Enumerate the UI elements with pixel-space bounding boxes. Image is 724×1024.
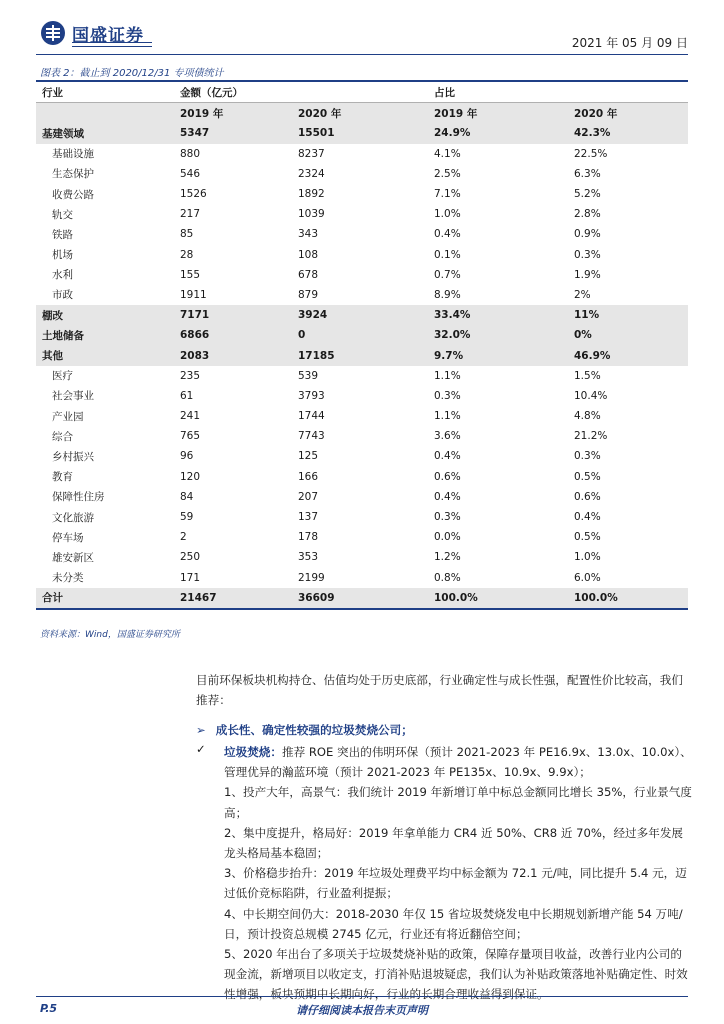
value-cell: 0.5% — [574, 470, 601, 483]
page-header — [36, 20, 688, 54]
year-cell: 2020 年 — [292, 103, 428, 124]
value-cell: 0.4% — [434, 450, 461, 463]
value-cell: 0.4% — [434, 228, 461, 241]
value-cell: 1.9% — [574, 268, 601, 281]
table-row — [36, 265, 688, 285]
table-row — [36, 588, 688, 609]
row-label: 棚改 — [36, 305, 174, 325]
row-label: 水利 — [52, 269, 73, 282]
value-cell: 678 — [298, 268, 319, 281]
value-cell: 61 — [180, 389, 194, 402]
table-row — [36, 224, 688, 244]
check-line: 4、中长期空间仍大：2018-2030 年仅 15 省垃圾焚烧发电中长期规划新增产能 54 万吨/日，预计投资总规模 2745 亿元，行业还有将近翻倍空间； — [224, 906, 683, 941]
row-label: 其他 — [36, 345, 174, 365]
value-cell: 235 — [180, 369, 201, 382]
year-cell: 2019 年 — [428, 103, 568, 124]
row-label: 教育 — [52, 471, 73, 484]
logo-underline — [72, 42, 152, 47]
value-cell: 166 — [298, 470, 319, 483]
recommendation-heading — [196, 722, 413, 738]
value-cell: 0.4% — [434, 490, 461, 503]
value-cell: 108 — [298, 248, 319, 261]
value-cell: 353 — [298, 551, 319, 564]
value-cell: 0.6% — [574, 490, 601, 503]
value-cell: 1.1% — [434, 410, 461, 423]
value-cell: 1744 — [298, 410, 325, 423]
value-cell: 207 — [298, 490, 319, 503]
value-cell: 0.0% — [434, 531, 461, 544]
row-label: 土地储备 — [36, 325, 174, 345]
check-line: 2、集中度提升，格局好：2019 年拿单能力 CR4 近 50%、CR8 近 70%，经过多年发展龙头格局基本稳固； — [224, 825, 684, 861]
table-row — [36, 184, 688, 204]
value-cell: 7171 — [174, 305, 292, 325]
row-label: 雄安新区 — [52, 551, 94, 564]
value-cell: 24.9% — [428, 123, 568, 143]
row-label: 停车场 — [52, 531, 84, 544]
header-cell: 行业 — [36, 82, 174, 103]
row-label: 生态保护 — [52, 168, 94, 181]
table-header-row — [36, 82, 688, 103]
section-title: 垃圾焚烧： — [224, 745, 282, 759]
arrow-bullet-icon: ➢ — [196, 723, 206, 737]
value-cell: 217 — [180, 208, 201, 221]
row-label: 铁路 — [52, 228, 73, 241]
value-cell: 5347 — [174, 123, 292, 143]
table-row — [36, 568, 688, 588]
value-cell: 250 — [180, 551, 201, 564]
value-cell: 6866 — [174, 325, 292, 345]
value-cell: 125 — [298, 450, 319, 463]
row-label: 产业园 — [52, 410, 84, 423]
table-row — [36, 345, 688, 365]
table-row — [36, 123, 688, 143]
value-cell: 137 — [298, 511, 319, 524]
report-date: 2021 年 05 月 09 日 — [571, 36, 688, 50]
check-line — [224, 742, 692, 782]
year-cell: 2020 年 — [568, 103, 688, 124]
value-cell: 0.9% — [574, 228, 601, 241]
row-label: 综合 — [52, 430, 73, 443]
value-cell: 2083 — [174, 345, 292, 365]
logo-text: 国盛证券 — [72, 25, 144, 46]
check-line: 3、价格稳步抬升：2019 年垃圾处理费平均中标金额为 72.1 元/吨，同比提升 5.4 元，迈过低价竞标陷阱，行业盈利提振； — [224, 866, 687, 901]
checkmark-icon: ✓ — [196, 742, 206, 756]
value-cell: 0% — [568, 325, 688, 345]
value-cell: 84 — [180, 490, 194, 503]
value-cell: 42.3% — [568, 123, 688, 143]
value-cell: 546 — [180, 167, 201, 180]
value-cell: 28 — [180, 248, 194, 261]
row-label: 市政 — [52, 289, 73, 302]
value-cell: 36609 — [292, 588, 428, 609]
header-cell — [292, 82, 428, 103]
value-cell: 33.4% — [428, 305, 568, 325]
value-cell: 6.0% — [574, 571, 601, 584]
table-row — [36, 547, 688, 567]
logo-icon — [40, 20, 66, 46]
value-cell: 15501 — [292, 123, 428, 143]
value-cell: 0.3% — [574, 248, 601, 261]
value-cell: 1.2% — [434, 551, 461, 564]
value-cell: 4.1% — [434, 147, 461, 160]
value-cell: 3.6% — [434, 430, 461, 443]
value-cell: 120 — [180, 470, 201, 483]
row-label: 收费公路 — [52, 188, 94, 201]
table-row — [36, 325, 688, 345]
year-cell — [36, 103, 174, 124]
value-cell: 21467 — [174, 588, 292, 609]
table-row — [36, 245, 688, 265]
value-cell: 3793 — [298, 389, 325, 402]
table-row — [36, 527, 688, 547]
value-cell: 0.4% — [574, 511, 601, 524]
value-cell: 1.5% — [574, 369, 601, 382]
value-cell: 100.0% — [568, 588, 688, 609]
value-cell: 9.7% — [428, 345, 568, 365]
value-cell: 0 — [292, 325, 428, 345]
value-cell: 539 — [298, 369, 319, 382]
table-row — [36, 426, 688, 446]
row-label: 未分类 — [52, 572, 84, 585]
row-label: 轨交 — [52, 208, 73, 221]
table-row — [36, 164, 688, 184]
row-label: 社会事业 — [52, 390, 94, 403]
special-bond-table — [36, 82, 688, 610]
value-cell: 1039 — [298, 208, 325, 221]
check-line: 1、投产大年，高景气：我们统计 2019 年新增订单中标总金额同比增长 35%，行业景气度高； — [224, 785, 692, 820]
value-cell: 0.8% — [434, 571, 461, 584]
value-cell: 10.4% — [574, 389, 608, 402]
value-cell: 2199 — [298, 571, 325, 584]
waste-incineration-section — [224, 742, 692, 1005]
row-label: 医疗 — [52, 370, 73, 383]
value-cell: 880 — [180, 147, 201, 160]
year-cell: 2019 年 — [174, 103, 292, 124]
table-row — [36, 406, 688, 426]
value-cell: 1892 — [298, 188, 325, 201]
value-cell: 2% — [574, 288, 591, 301]
header-cell: 占比 — [428, 82, 568, 103]
value-cell: 765 — [180, 430, 201, 443]
value-cell: 241 — [180, 410, 201, 423]
value-cell: 3924 — [292, 305, 428, 325]
table-row — [36, 285, 688, 305]
value-cell: 178 — [298, 531, 319, 544]
value-cell: 96 — [180, 450, 194, 463]
row-label: 乡村振兴 — [52, 450, 94, 463]
table-row — [36, 144, 688, 164]
value-cell: 0.1% — [434, 248, 461, 261]
table-year-row — [36, 103, 688, 124]
value-cell: 17185 — [292, 345, 428, 365]
value-cell: 2324 — [298, 167, 325, 180]
row-label: 机场 — [52, 249, 73, 262]
footer-disclaimer: 请仔细阅读本报告末页声明 — [296, 1004, 428, 1017]
table-row — [36, 204, 688, 224]
value-cell: 879 — [298, 288, 319, 301]
value-cell: 0.7% — [434, 268, 461, 281]
value-cell: 22.5% — [574, 147, 608, 160]
value-cell: 1.0% — [434, 208, 461, 221]
value-cell: 0.6% — [434, 470, 461, 483]
table-row — [36, 366, 688, 386]
header-cell — [568, 82, 688, 103]
value-cell: 4.8% — [574, 410, 601, 423]
header-divider — [36, 54, 688, 55]
page-number: P.5 — [40, 1002, 58, 1015]
value-cell: 2.8% — [574, 208, 601, 221]
row-label: 基建领域 — [36, 123, 174, 143]
value-cell: 32.0% — [428, 325, 568, 345]
header-cell: 金额（亿元） — [174, 82, 292, 103]
table-row — [36, 305, 688, 325]
value-cell: 8237 — [298, 147, 325, 160]
value-cell: 1.1% — [434, 369, 461, 382]
check-line: 5、2020 年出台了多项关于垃圾焚烧补贴的政策，保障存量项目收益，改善行业内公司的现金流，新增项目以收定支，打消补贴退坡疑虑，我们认为补贴政策落地补贴确定性、时效性增强，板块预期中长期向好，行业的长期合理收益得到保证。 — [224, 947, 688, 1002]
value-cell: 2 — [180, 531, 187, 544]
value-cell: 59 — [180, 511, 194, 524]
value-cell: 0.3% — [434, 511, 461, 524]
intro-paragraph: 目前环保板块机构持仓、估值均处于历史底部，行业确定性与成长性强，配置性价比较高，我们推荐： — [196, 673, 683, 707]
value-cell: 0.3% — [434, 389, 461, 402]
row-label: 合计 — [36, 588, 174, 609]
row-label: 文化旅游 — [52, 511, 94, 524]
table-row — [36, 467, 688, 487]
table-row — [36, 507, 688, 527]
value-cell: 8.9% — [434, 288, 461, 301]
value-cell: 7.1% — [434, 188, 461, 201]
value-cell: 100.0% — [428, 588, 568, 609]
value-cell: 155 — [180, 268, 201, 281]
value-cell: 21.2% — [574, 430, 608, 443]
row-label: 基础设施 — [52, 148, 94, 161]
recommendation-title: 成长性、确定性较强的垃圾焚烧公司； — [215, 723, 413, 737]
table-source: 资料来源：Wind，国盛证券研究所 — [40, 630, 180, 640]
value-cell: 11% — [568, 305, 688, 325]
value-cell: 85 — [180, 228, 194, 241]
value-cell: 171 — [180, 571, 201, 584]
value-cell: 6.3% — [574, 167, 601, 180]
value-cell: 0.3% — [574, 450, 601, 463]
value-cell: 343 — [298, 228, 319, 241]
table-caption: 图表 2：截止到 2020/12/31 专项债统计 — [40, 68, 224, 79]
value-cell: 1911 — [180, 288, 207, 301]
table-row — [36, 487, 688, 507]
check-line-text: 推荐 ROE 突出的伟明环保（预计 2021-2023 年 PE16.9x、13.0x、10.0x）、管理优异的瀚蓝环境（预计 2021-2023 年 PE135x、10.9x、9.9x）； — [224, 745, 692, 780]
value-cell: 2.5% — [434, 167, 461, 180]
table-row — [36, 386, 688, 406]
value-cell: 5.2% — [574, 188, 601, 201]
value-cell: 1.0% — [574, 551, 601, 564]
footer-divider — [36, 996, 688, 997]
row-label: 保障性住房 — [52, 491, 105, 504]
value-cell: 7743 — [298, 430, 325, 443]
value-cell: 1526 — [180, 188, 207, 201]
value-cell: 0.5% — [574, 531, 601, 544]
value-cell: 46.9% — [568, 345, 688, 365]
table-row — [36, 446, 688, 466]
